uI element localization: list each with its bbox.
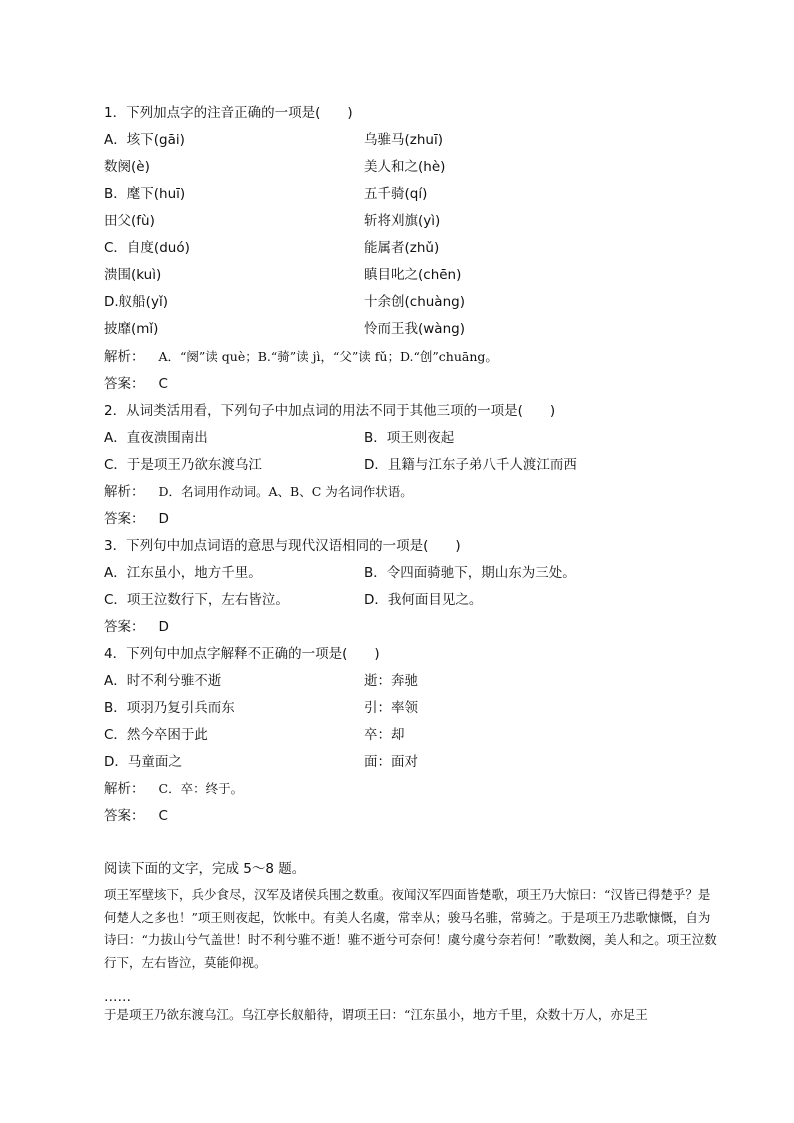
q1-option-right: 美人和之(hè) (364, 159, 446, 175)
q2-option-d: D．且籍与江东子弟八千人渡江而西 (364, 457, 577, 473)
q1-option-left: C．自度(duó) (104, 240, 190, 256)
q4-option: C．然今卒困于此 (104, 727, 208, 743)
reading-heading: 阅读下面的文字，完成 5～8 题。 (104, 861, 306, 877)
q1-option-right: 乌骓马(zhuī) (364, 132, 443, 148)
q2-option-a: A．直夜溃围南出 (104, 430, 208, 446)
answer-label: 答案： (104, 808, 145, 824)
q2-answer (104, 510, 169, 528)
q4-option: A．时不利兮骓不逝 (104, 673, 222, 689)
answer-value: D (158, 619, 169, 635)
analysis-label: 解析： (104, 484, 145, 500)
answer-value: C (158, 376, 168, 392)
q1-option-right: 瞋目叱之(chēn) (364, 267, 462, 283)
q4-explanation: 面：面对 (364, 754, 418, 770)
q1-option-left: 田父(fù) (104, 213, 155, 229)
reading-paragraph-2: 于是项王乃欲东渡乌江。乌江亭长舣船待，谓项王曰：“江东虽小，地方千里，众数十万人，亦足王 (104, 1007, 648, 1022)
q1-option-left: 溃围(kuì) (104, 267, 162, 283)
q1-analysis (104, 348, 498, 366)
q1-option-right: 怜而王我(wàng) (364, 321, 465, 337)
q4-option: D．马童面之 (104, 754, 182, 770)
answer-label: 答案： (104, 619, 145, 635)
q2-option-c: C．于是项王乃欲东渡乌江 (104, 457, 262, 473)
q3-option-a: A．江东虽小，地方千里。 (104, 565, 262, 581)
q1-option-right: 能属者(zhǔ) (364, 240, 440, 256)
q4-explanation: 逝：奔驰 (364, 673, 418, 689)
answer-value: C (158, 808, 168, 824)
answer-label: 答案： (104, 376, 145, 392)
analysis-text: D．名词用作动词。A、B、C 为名词作状语。 (158, 484, 413, 499)
q1-answer (104, 375, 168, 393)
q1-option-left: B．麾下(huī) (104, 186, 186, 202)
q2-option-b: B．项王则夜起 (364, 430, 455, 446)
q4-stem: 4．下列句中加点字解释不正确的一项是( ) (104, 646, 380, 662)
q4-explanation: 卒：却 (364, 727, 405, 743)
q1-option-left: 数阕(è) (104, 159, 150, 175)
q3-answer (104, 618, 169, 636)
q4-explanation: 引：率领 (364, 700, 418, 716)
q2-stem: 2．从词类活用看，下列句子中加点词的用法不同于其他三项的一项是( ) (104, 403, 556, 419)
answer-label: 答案： (104, 511, 145, 527)
q2-analysis (104, 483, 413, 501)
q3-option-c: C．项王泣数行下，左右皆泣。 (104, 592, 289, 608)
q3-option-d: D．我何面目见之。 (364, 592, 483, 608)
analysis-text: C．卒：终于。 (158, 781, 244, 796)
q1-option-left: D.舣船(yǐ) (104, 294, 168, 310)
q4-analysis (104, 780, 243, 798)
q3-option-b: B．令四面骑驰下，期山东为三处。 (364, 565, 576, 581)
q1-option-right: 十余创(chuàng) (364, 294, 465, 310)
q1-stem: 1．下列加点字的注音正确的一项是( ) (104, 105, 353, 121)
q1-option-left: A．垓下(gāi) (104, 132, 185, 148)
q1-option-right: 五千骑(qí) (364, 186, 428, 202)
q3-stem: 3．下列句中加点词语的意思与现代汉语相同的一项是( ) (104, 538, 461, 554)
reading-paragraph-1: 项王军壁垓下，兵少食尽，汉军及诸侯兵围之数重。夜闻汉军四面皆楚歌，项王乃大惊曰：“汉皆已得楚乎？是何楚人之多也！”项王则夜起，饮帐中。有美人名虞，常幸从；骏马名骓，常骑之。于是项王乃悲歌慷慨，自为诗曰：“力拔山兮气盖世！时不利兮骓不逝！骓不逝兮可奈何！虞兮虞兮奈若何！”歌数阕，美人和之。项王泣数行下，左右皆泣，莫能仰视。 (104, 887, 717, 970)
q4-answer (104, 807, 168, 825)
analysis-text: A．“阕”读 què；B.“骑”读 jì，“父”读 fǔ；D.“创”chuāng。 (158, 349, 498, 364)
analysis-label: 解析： (104, 349, 145, 365)
q4-option: B．项羽乃复引兵而东 (104, 700, 235, 716)
q1-option-left: 披靡(mǐ) (104, 321, 159, 337)
reading-ellipsis: …… (104, 989, 131, 1005)
analysis-label: 解析： (104, 781, 145, 797)
q1-option-right: 斩将刈旗(yì) (364, 213, 441, 229)
answer-value: D (158, 511, 169, 527)
